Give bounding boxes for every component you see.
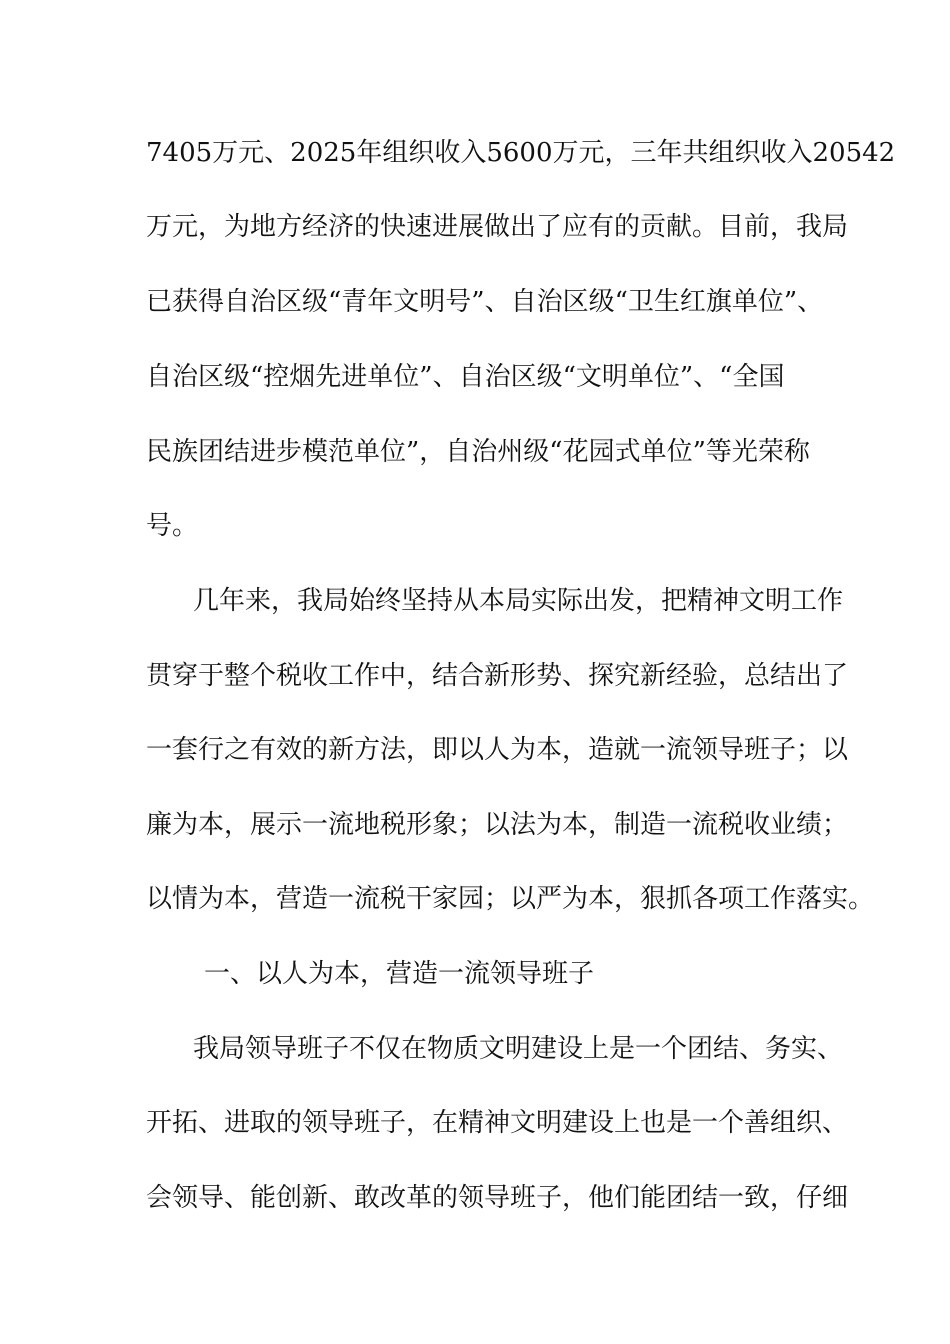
text-line: 自治区级“控烟先进单位”、自治区级“文明单位”、“全国 <box>146 362 785 392</box>
text-line: 一套行之有效的新方法，即以人为本，造就一流领导班子；以 <box>146 735 849 765</box>
text-line: 廉为本，展示一流地税形象；以法为本，制造一流税收业绩； <box>146 810 849 840</box>
text-line: 已获得自治区级“青年文明号”、自治区级“卫生红旗单位”、 <box>146 287 824 317</box>
text-line: 民族团结进步模范单位”，自治州级“花园式单位”等光荣称 <box>146 437 810 467</box>
section-heading: 一、以人为本，营造一流领导班子 <box>204 959 595 989</box>
text-line: 会领导、能创新、敢改革的领导班子，他们能团结一致，仔细 <box>146 1183 849 1213</box>
paragraph-first-line: 我局领导班子不仅在物质文明建设上是一个团结、务实、 <box>193 1034 844 1064</box>
text-line: 贯穿于整个税收工作中，结合新形势、探究新经验，总结出了 <box>146 661 849 691</box>
text-line: 号。 <box>146 511 199 541</box>
paragraph-first-line: 几年来，我局始终坚持从本局实际出发，把精神文明工作 <box>193 586 844 616</box>
text-line: 开拓、进取的领导班子，在精神文明建设上也是一个善组织、 <box>146 1108 849 1138</box>
text-line: 万元，为地方经济的快速进展做出了应有的贡献。目前，我局 <box>146 212 849 242</box>
text-line: 以情为本，营造一流税干家园；以严为本，狠抓各项工作落实。 <box>146 884 875 914</box>
text-line: 7405万元、2025年组织收入5600万元，三年共组织收入20542 <box>146 138 896 168</box>
